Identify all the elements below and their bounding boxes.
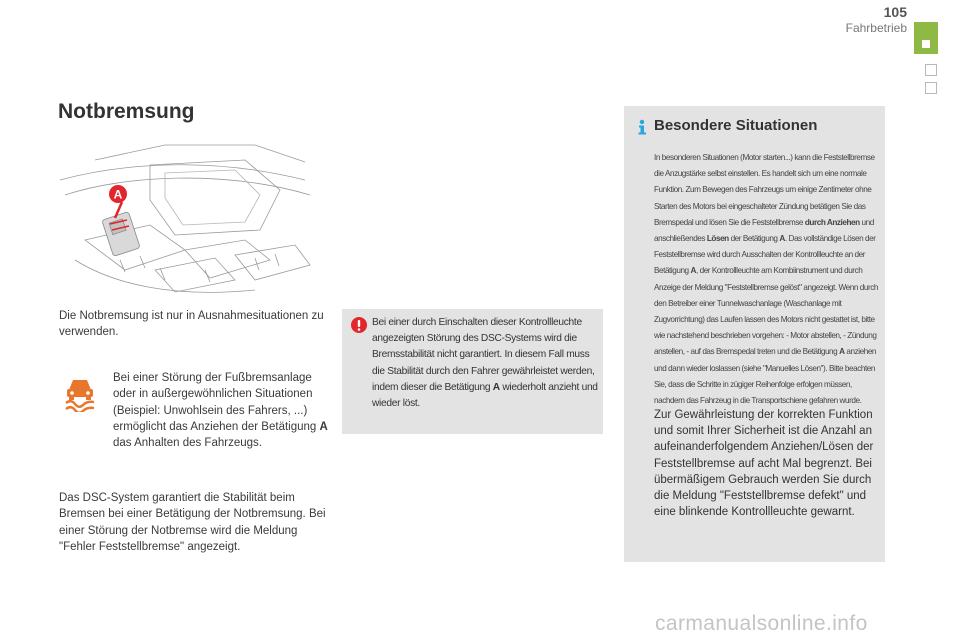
info-heading: Besondere Situationen [654,117,818,134]
exclamation-icon [351,317,367,333]
chapter-tab [914,22,938,54]
warning-text: Bei einer durch Einschalten dieser Kontrollleuchte angezeigten Störung des DSC-Systems wird die Bremsstabilität nicht garantiert. In diesem Fall muss die Stabilität durch den Fahrer gewährleistet werden, indem dieser die Betätigung A wiederholt anzieht und wieder löst. [372,317,598,410]
info-paragraph-special: In besonderen Situationen (Motor starten...) kann die Feststellbremse die Anzugstärke selbst einstellen. Es handelt sich um eine normale Funktion. Zum Bewegen des Fahrzeugs um einige Zentimeter ohne Starten des Motors bei eingeschalteter Zündung betätigen Sie das Bremspedal und lösen Sie die Feststellbremse durch Anziehen und anschließendes Lösen der Betätigung A. Das vollständige Lösen der Feststellbremse wird durch Ausschalten der Kontrollleuchte an der Betätigung A, der Kontrollleuchte am Kombiinstrument und durch Anzeige der Meldung "Feststellbremse gelöst" angezeigt. Wenn durch den Betreiber einer Tunnelwaschanlage (Waschanlage mit Zugvorrichtung) das Laufen lassen des Motors nicht gestattet ist, bitte wie nachstehend beschrieben vorgehen: - Motor abstellen, - Zündung anstellen, - auf das Bremspedal treten und die Betätigung A anziehen und dann wieder loslassen (siehe "Manuelles Lösen"). Bitte beachten Sie, dass die Schritte in zügiger Reihenfolge erfolgen müssen, nachdem das Fahrzeug in die Transportschiene gefahren wurde. [654,153,879,406]
tab-marker [922,40,930,48]
page-number: 105 [883,4,907,20]
warning-box [342,309,603,434]
info-icon [635,119,649,135]
watermark: carmanualsonline.info [655,612,868,635]
callout-a: A [113,187,123,202]
brake-warning-icon [63,374,97,412]
info-panel [624,106,885,562]
brake-control-illustration [55,140,313,298]
page-marker-box [925,82,937,94]
section-name: Fahrbetrieb [845,21,907,35]
malfunction-paragraph: Bei einer Störung der Fußbremsanlage oder in außergewöhnlichen Situationen (Beispiel: Unwohlsein des Fahrers, ...) ermöglicht das Anziehen der Betätigung A das Anhalten des Fahrzeugs. [113,372,328,450]
dsc-paragraph: Das DSC-System garantiert die Stabilität beim Bremsen bei einer Betätigung der Notbremsung. Bei einer Störung der Notbremse wird die Meldung "Fehler Feststellbremse" angezeigt. [59,492,326,553]
info-paragraph-limit: Zur Gewährleistung der korrekten Funktion und somit Ihrer Sicherheit ist die Anzahl an aufeinanderfolgendem Anziehen/Lösen der Feststellbremse auf acht Mal begrenzt. Bei übermäßigem Gebrauch werden Sie durch die Meldung "Feststellbremse defekt" und eine blinkende Kontrollleuchte gewarnt. [654,409,874,519]
page-marker-box [925,64,937,76]
intro-paragraph: Die Notbremsung ist nur in Ausnahmesituationen zu verwenden. [59,310,324,338]
page-title: Notbremsung [58,100,195,123]
